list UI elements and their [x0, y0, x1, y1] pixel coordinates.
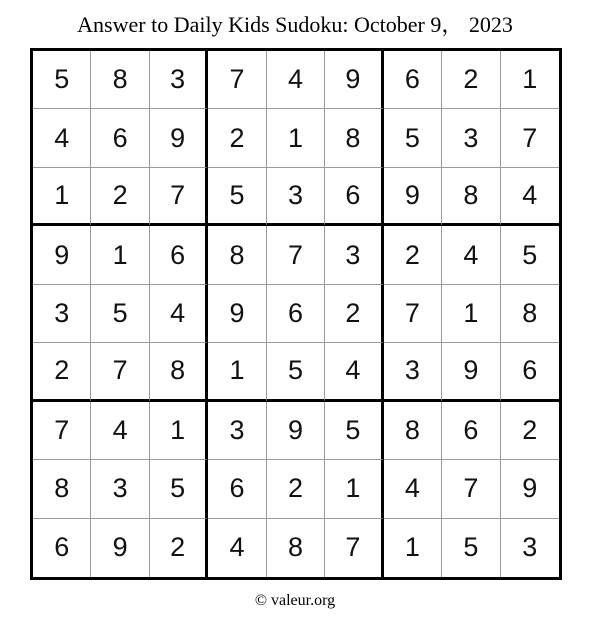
sudoku-cell: 2: [501, 402, 559, 460]
sudoku-cell: 7: [325, 519, 383, 577]
sudoku-cell: 8: [91, 51, 149, 109]
sudoku-cell: 6: [325, 168, 383, 226]
puzzle-title: Answer to Daily Kids Sudoku: October 9， 2023: [77, 12, 513, 37]
sudoku-cell: 2: [91, 168, 149, 226]
sudoku-cell: 9: [442, 343, 500, 401]
sudoku-cell: 1: [384, 519, 442, 577]
sudoku-cell: 7: [442, 460, 500, 518]
sudoku-cell: 5: [442, 519, 500, 577]
sudoku-cell: 3: [33, 285, 91, 343]
sudoku-cell: 4: [208, 519, 266, 577]
sudoku-cell: 9: [150, 109, 208, 167]
sudoku-cell: 5: [501, 226, 559, 284]
sudoku-cell: 4: [384, 460, 442, 518]
sudoku-cell: 7: [150, 168, 208, 226]
sudoku-cell: 4: [501, 168, 559, 226]
sudoku-cell: 7: [501, 109, 559, 167]
sudoku-cell: 3: [208, 402, 266, 460]
sudoku-cell: 9: [91, 519, 149, 577]
sudoku-cell: 6: [384, 51, 442, 109]
sudoku-cell: 1: [150, 402, 208, 460]
sudoku-cell: 9: [384, 168, 442, 226]
sudoku-cell: 4: [442, 226, 500, 284]
sudoku-cell: 8: [267, 519, 325, 577]
sudoku-cell: 1: [442, 285, 500, 343]
sudoku-cell: 8: [208, 226, 266, 284]
sudoku-cell: 9: [33, 226, 91, 284]
sudoku-cell: 3: [384, 343, 442, 401]
sudoku-cell: 9: [208, 285, 266, 343]
sudoku-cell: 4: [150, 285, 208, 343]
sudoku-cell: 6: [267, 285, 325, 343]
sudoku-cell: 3: [325, 226, 383, 284]
sudoku-grid: [30, 48, 562, 580]
sudoku-cell: 5: [150, 460, 208, 518]
sudoku-cell: 7: [33, 402, 91, 460]
sudoku-cell: 8: [384, 402, 442, 460]
sudoku-cell: 1: [325, 460, 383, 518]
sudoku-cell: 2: [325, 285, 383, 343]
sudoku-cell: 5: [33, 51, 91, 109]
sudoku-cell: 8: [150, 343, 208, 401]
sudoku-cell: 5: [208, 168, 266, 226]
sudoku-cell: 7: [208, 51, 266, 109]
sudoku-cell: 8: [442, 168, 500, 226]
sudoku-cell: 6: [501, 343, 559, 401]
sudoku-cell: 2: [442, 51, 500, 109]
sudoku-cell: 4: [91, 402, 149, 460]
site-credit: © valeur.org: [254, 592, 336, 609]
sudoku-cell: 8: [33, 460, 91, 518]
sudoku-cell: 3: [522, 532, 538, 563]
sudoku-cell: 4: [33, 109, 91, 167]
sudoku-cell: 3: [267, 168, 325, 226]
sudoku-cell: 9: [267, 402, 325, 460]
sudoku-cell: 4: [267, 51, 325, 109]
sudoku-cell: 2: [267, 460, 325, 518]
sudoku-cell: 9: [325, 51, 383, 109]
sudoku-cell: 7: [91, 343, 149, 401]
sudoku-cell: 1: [267, 109, 325, 167]
sudoku-cell: 3: [91, 460, 149, 518]
sudoku-cell: 5: [384, 109, 442, 167]
sudoku-cell: 4: [325, 343, 383, 401]
sudoku-cell: 1: [91, 226, 149, 284]
sudoku-cell: 3: [442, 109, 500, 167]
sudoku-cell: 2: [33, 343, 91, 401]
sudoku-cell: 1: [33, 168, 91, 226]
sudoku-cell: 9: [501, 460, 559, 518]
sudoku-cell: 1: [501, 51, 559, 109]
sudoku-cell: 2: [384, 226, 442, 284]
sudoku-cell: 6: [150, 226, 208, 284]
sudoku-cell: 5: [267, 343, 325, 401]
sudoku-cell: 8: [325, 109, 383, 167]
sudoku-cell: 8: [501, 285, 559, 343]
sudoku-cell: 6: [33, 519, 91, 577]
sudoku-cell: 6: [208, 460, 266, 518]
sudoku-cell: 2: [208, 109, 266, 167]
sudoku-cell: 6: [442, 402, 500, 460]
sudoku-cell: 2: [150, 519, 208, 577]
sudoku-cell: 7: [267, 226, 325, 284]
sudoku-cell: 5: [325, 402, 383, 460]
sudoku-cell: 7: [384, 285, 442, 343]
sudoku-cell: 6: [91, 109, 149, 167]
sudoku-cell: 1: [208, 343, 266, 401]
sudoku-cell: 5: [91, 285, 149, 343]
sudoku-cell: 3: [150, 51, 208, 109]
